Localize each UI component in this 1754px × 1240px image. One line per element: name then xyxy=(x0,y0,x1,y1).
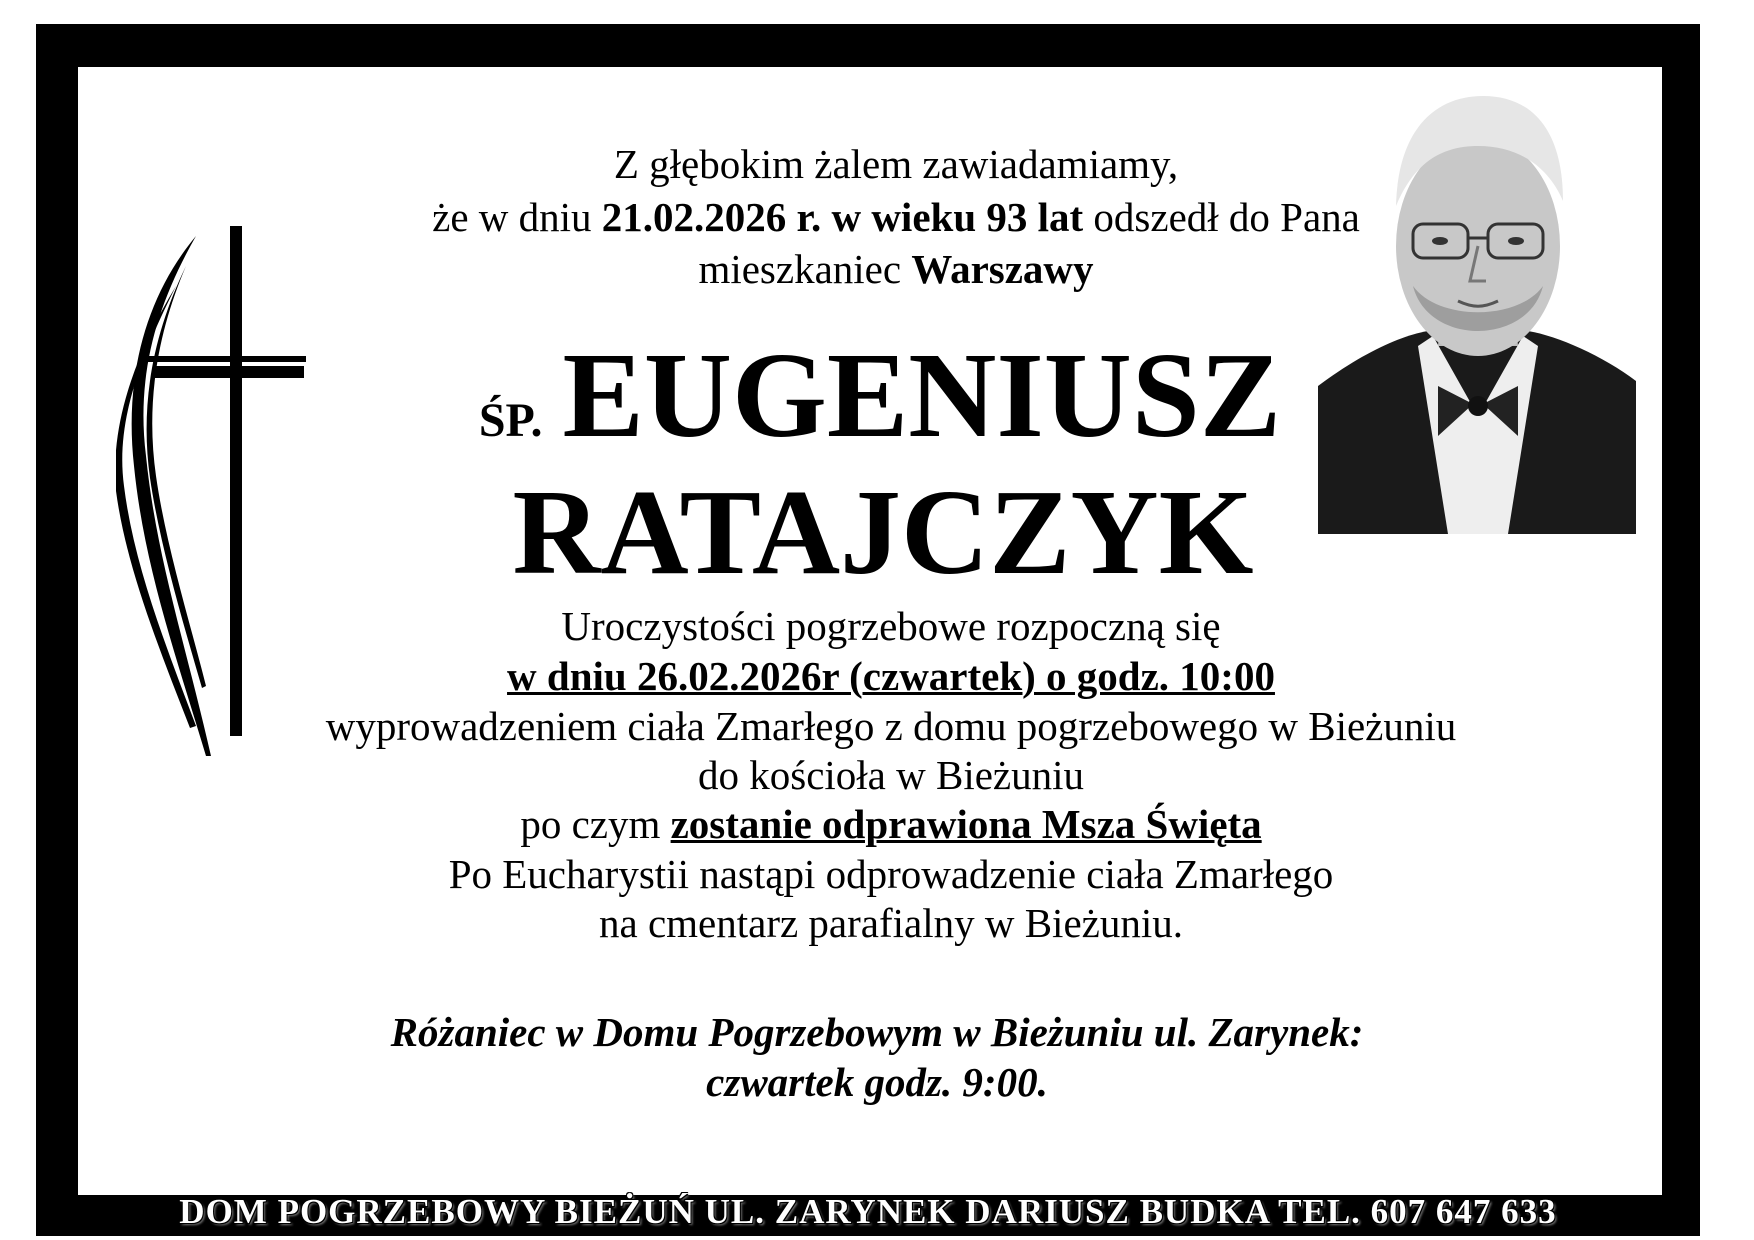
intro-line-1: Z głębokim żalem zawiadamiamy, xyxy=(613,141,1179,187)
rosary-line-1: Różaniec w Domu Pogrzebowym w Bieżuniu ul. Zarynek: xyxy=(390,1009,1364,1055)
deceased-first-name-line xyxy=(0,328,1754,463)
ceremony-line-4: do kościoła w Bieżuniu xyxy=(697,752,1085,798)
deceased-last-name: RATAJCZYK xyxy=(512,465,1254,600)
residence-city: Warszawy xyxy=(911,246,1094,292)
mass-text: zostanie odprawiona Msza Święta xyxy=(670,801,1262,847)
residence-prefix: mieszkaniec xyxy=(698,246,912,292)
rosary-line-2: czwartek godz. 9:00. xyxy=(706,1059,1048,1105)
intro-line-3 xyxy=(0,245,1754,293)
ceremony-line-6: Po Eucharystii nastąpi odprowadzenie ciała Zmarłego xyxy=(448,851,1334,897)
first-name: EUGENIUSZ xyxy=(562,328,1282,463)
ceremony-line-5 xyxy=(0,800,1754,848)
funeral-home-footer: DOM POGRZEBOWY BIEŻUŃ UL. ZARYNEK DARIUSZ BUDKA TEL. 607 647 633 xyxy=(179,1192,1557,1231)
intro-line-2 xyxy=(0,193,1754,241)
ceremony-date-line: w dniu 26.02.2026r (czwartek) o godz. 10:00 xyxy=(507,653,1275,699)
ceremony-line-1: Uroczystości pogrzebowe rozpoczną się xyxy=(561,603,1221,649)
intro-date-suffix: odszedł do Pana xyxy=(1083,194,1360,240)
ceremony-line-3: wyprowadzeniem ciała Zmarłego z domu pogrzebowego w Bieżuniu xyxy=(325,703,1457,749)
ceremony-line-7: na cmentarz parafialny w Bieżuniu. xyxy=(599,900,1183,946)
mass-prefix: po czym xyxy=(520,801,671,847)
intro-date-prefix: że w dniu xyxy=(432,194,602,240)
sp-prefix: ŚP. xyxy=(478,394,543,447)
death-date-age: 21.02.2026 r. w wieku 93 lat xyxy=(601,194,1084,240)
